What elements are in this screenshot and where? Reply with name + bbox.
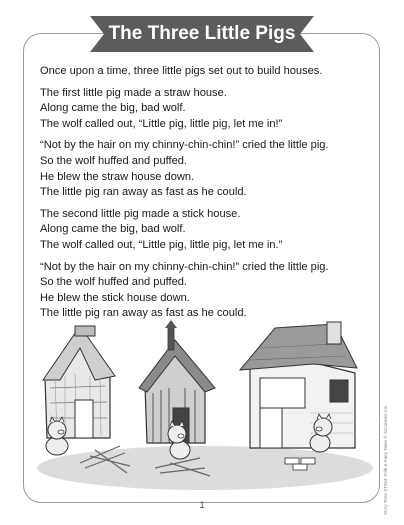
story-line: The little pig ran away as fast as he could. bbox=[40, 307, 247, 320]
brick-house bbox=[240, 322, 357, 448]
story-line: The little pig ran away as fast as he could. bbox=[40, 186, 247, 199]
story-paragraph bbox=[40, 260, 370, 322]
story-line: The wolf called out, “Little pig, little pig, let me in.” bbox=[40, 238, 283, 251]
story-paragraph bbox=[40, 64, 370, 80]
story-line: Along came the big, bad wolf. bbox=[40, 102, 186, 115]
story-paragraph bbox=[40, 138, 370, 200]
story-line: Once upon a time, three little pigs set out to build houses. bbox=[40, 65, 323, 77]
story-line: He blew the straw house down. bbox=[40, 170, 195, 183]
story-paragraph bbox=[40, 86, 370, 133]
title-banner bbox=[90, 14, 314, 54]
story-line: He blew the stick house down. bbox=[40, 291, 190, 304]
page-number: 1 bbox=[199, 500, 205, 510]
story-text bbox=[40, 64, 370, 328]
page-title: The Three Little Pigs bbox=[108, 23, 296, 44]
story-line: The second little pig made a stick house. bbox=[40, 207, 241, 220]
story-line: The wolf called out, “Little pig, little pig, let me in!” bbox=[40, 117, 283, 130]
story-line: So the wolf huffed and puffed. bbox=[40, 276, 188, 289]
story-line: “Not by the hair on my chinny-chin-chin!” cried the little pig. bbox=[40, 260, 329, 273]
copyright-credit: Story Time STEM: Folk & Fairy Tales © Scholastic Inc. bbox=[383, 404, 388, 515]
three-houses-illustration bbox=[35, 318, 375, 493]
story-line: So the wolf huffed and puffed. bbox=[40, 154, 188, 167]
story-paragraph bbox=[40, 207, 370, 254]
story-line: The first little pig made a straw house. bbox=[40, 86, 227, 99]
story-line: “Not by the hair on my chinny-chin-chin!” cried the little pig. bbox=[40, 139, 329, 152]
story-line: Along came the big, bad wolf. bbox=[40, 223, 186, 236]
